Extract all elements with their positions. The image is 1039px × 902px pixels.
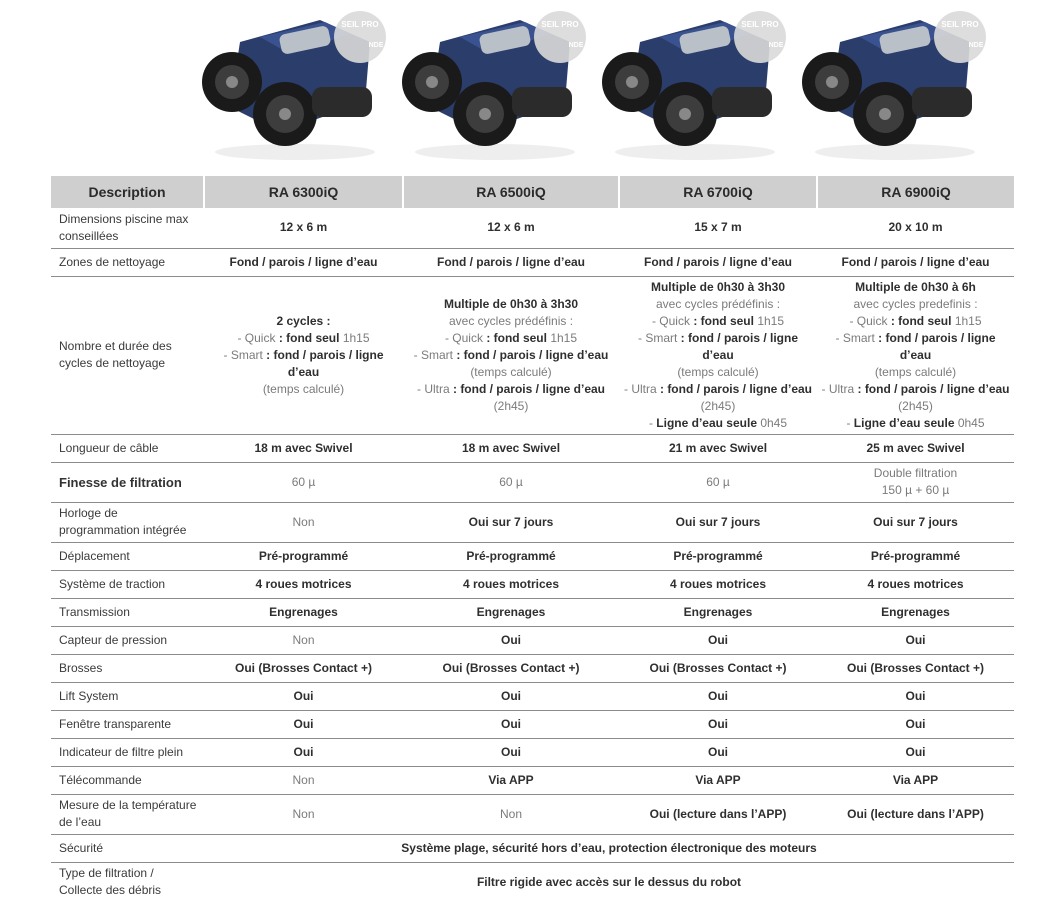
cycle-quick-time: 1h15 <box>951 313 982 328</box>
cycle-quick-time: 1h15 <box>753 313 785 328</box>
badge-text-top: SEIL PRO <box>941 20 979 29</box>
table-row <box>51 434 1014 462</box>
row-label: Déplacement <box>51 542 204 570</box>
cell-value: Oui sur 7 jours <box>817 502 1014 542</box>
cell-value: Oui <box>619 738 817 766</box>
cell-value: Pré-programmé <box>817 542 1014 570</box>
cycle-smart-desc: : fond / parois / ligne d’eau <box>266 347 384 379</box>
row-label: Zones de nettoyage <box>51 248 204 276</box>
double-filtration-value: 150 µ + 60 µ <box>881 483 950 497</box>
cell-value: 60 µ <box>204 462 403 502</box>
cell-value: Oui <box>817 682 1014 710</box>
cell-value: Engrenages <box>403 598 619 626</box>
row-label: Longueur de câble <box>51 434 204 462</box>
cycle-title: Multiple de 0h30 à 3h30 <box>650 279 786 294</box>
header-model: RA 6500iQ <box>403 176 619 208</box>
cell-value: Non <box>403 794 619 834</box>
cycle-ultra-time: (2h45) <box>898 398 933 413</box>
row-label: Lift System <box>51 682 204 710</box>
cycle-quick-desc: : fond seul <box>278 330 340 345</box>
cycle-smart-label: - Smart <box>413 347 457 362</box>
cell-value: Pré-programmé <box>403 542 619 570</box>
cycle-smart-label: - Smart <box>223 347 267 362</box>
cycle-smart-desc: : fond / parois / ligne d’eau <box>456 347 609 362</box>
table-row <box>51 738 1014 766</box>
cell-value: 21 m avec Swivel <box>619 434 817 462</box>
table-row <box>51 654 1014 682</box>
cycle-title: Multiple de 0h30 à 6h <box>855 279 976 294</box>
badge-text-top: SEIL PRO <box>341 20 379 29</box>
cycle-title: Multiple de 0h30 à 3h30 <box>443 296 579 311</box>
cell-cycles <box>204 276 403 434</box>
cell-value: Oui <box>817 710 1014 738</box>
row-label: Finesse de filtration <box>51 462 204 502</box>
cell-value: Via APP <box>403 766 619 794</box>
table-row <box>51 502 1014 542</box>
header-model: RA 6300iQ <box>204 176 403 208</box>
cycle-ultra-label: - Ultra <box>623 381 660 396</box>
cell-value: 15 x 7 m <box>619 208 817 248</box>
cycle-sub: avec cycles prédéfinis : <box>448 313 574 328</box>
row-label: Sécurité <box>51 834 204 862</box>
cell-value: Oui <box>403 738 619 766</box>
header-description: Description <box>51 176 204 208</box>
cycle-ligne-label: - <box>648 415 657 430</box>
cell-value: 4 roues motrices <box>619 570 817 598</box>
cycle-quick-label: - Quick <box>651 313 694 328</box>
header-model: RA 6900iQ <box>817 176 1014 208</box>
cycle-calc: (temps calculé) <box>677 364 759 379</box>
table-row <box>51 598 1014 626</box>
cycle-ligne-label: - <box>846 415 854 430</box>
cell-value: Engrenages <box>619 598 817 626</box>
table-row <box>51 462 1014 502</box>
cell-value: Oui sur 7 jours <box>403 502 619 542</box>
cycle-calc: (temps calculé) <box>874 364 957 379</box>
cycle-smart-desc: : fond / parois / ligne d’eau <box>680 330 798 362</box>
cell-value: Engrenages <box>204 598 403 626</box>
badge-text-bottom: NDE <box>968 42 984 49</box>
cell-value: 4 roues motrices <box>403 570 619 598</box>
cell-value: 12 x 6 m <box>204 208 403 248</box>
cell-value: Oui <box>204 710 403 738</box>
row-label: Mesure de la température de l’eau <box>51 794 204 834</box>
cycle-ultra-desc: : fond / parois / ligne d’eau <box>659 381 812 396</box>
cell-value: Oui <box>817 626 1014 654</box>
cell-value: Système plage, sécurité hors d’eau, protection électronique des moteurs <box>204 834 1014 862</box>
cycle-ligne-time: 0h45 <box>954 415 985 430</box>
cycle-calc: (temps calculé) <box>470 364 552 379</box>
badge-text-bottom: NDE <box>768 42 784 49</box>
row-label: Système de traction <box>51 570 204 598</box>
table-row <box>51 766 1014 794</box>
table-row <box>51 276 1014 434</box>
cycle-ultra-label: - Ultra <box>416 381 453 396</box>
cell-value: Non <box>204 794 403 834</box>
table-row <box>51 710 1014 738</box>
cell-cycles <box>403 276 619 434</box>
header-row <box>51 176 1014 208</box>
row-label: Nombre et durée des cycles de nettoyage <box>51 276 204 434</box>
cell-value: 18 m avec Swivel <box>403 434 619 462</box>
cycle-calc: (temps calculé) <box>262 381 345 396</box>
badge-text-top: SEIL PRO <box>741 20 779 29</box>
row-label: Capteur de pression <box>51 626 204 654</box>
cell-value: Oui (lecture dans l’APP) <box>619 794 817 834</box>
cell-value: 4 roues motrices <box>817 570 1014 598</box>
cell-value: Non <box>204 626 403 654</box>
table-row <box>51 542 1014 570</box>
cell-cycles <box>619 276 817 434</box>
cell-value: Oui <box>403 682 619 710</box>
cycle-quick-time: 1h15 <box>546 330 578 345</box>
cycle-ligne-time: 0h45 <box>757 415 788 430</box>
cell-value: 20 x 10 m <box>817 208 1014 248</box>
cell-value: Oui (Brosses Contact +) <box>817 654 1014 682</box>
row-label: Type de filtration / Collecte des débris <box>59 866 162 898</box>
cycle-quick-time: 1h15 <box>339 330 370 345</box>
row-label: Indicateur de filtre plein <box>51 738 204 766</box>
cycle-ligne-desc: Ligne d’eau seule <box>656 415 757 430</box>
cell-value: Oui (lecture dans l’APP) <box>817 794 1014 834</box>
robot-image-ra6500iq <box>400 2 590 162</box>
table-row <box>51 208 1014 248</box>
product-images <box>0 0 1039 176</box>
cell-value: Via APP <box>619 766 817 794</box>
cycle-quick-label: - Quick <box>237 330 279 345</box>
cell-value: Oui (Brosses Contact +) <box>403 654 619 682</box>
cell-value: Oui (Brosses Contact +) <box>204 654 403 682</box>
cycle-ultra-time: (2h45) <box>700 398 736 413</box>
cell-value: Oui <box>619 710 817 738</box>
cell-value <box>817 462 1014 502</box>
cell-value: Fond / parois / ligne d’eau <box>619 248 817 276</box>
cell-value: Non <box>204 766 403 794</box>
cell-value: Oui (Brosses Contact +) <box>619 654 817 682</box>
cycle-quick-label: - Quick <box>444 330 487 345</box>
cycle-ultra-desc: : fond / parois / ligne d’eau <box>452 381 605 396</box>
table-row <box>51 682 1014 710</box>
cycle-smart-label: - Smart <box>637 330 681 345</box>
cell-value: 12 x 6 m <box>403 208 619 248</box>
badge-text-top: SEIL PRO <box>541 20 579 29</box>
cell-value: Fond / parois / ligne d’eau <box>817 248 1014 276</box>
table-row <box>51 570 1014 598</box>
cycle-quick-desc: : fond seul <box>486 330 547 345</box>
badge-text-bottom: NDE <box>368 42 384 49</box>
header-model: RA 6700iQ <box>619 176 817 208</box>
cycle-title: 2 cycles : <box>276 313 331 328</box>
row-label: Télécommande <box>51 766 204 794</box>
cell-value: Fond / parois / ligne d’eau <box>403 248 619 276</box>
cell-cycles <box>817 276 1014 434</box>
cell-value: Oui <box>204 738 403 766</box>
row-label: Transmission <box>51 598 204 626</box>
row-label: Brosses <box>51 654 204 682</box>
table-row <box>51 862 1014 902</box>
table-row <box>51 794 1014 834</box>
cycle-quick-label: - Quick <box>849 313 891 328</box>
cell-value: 18 m avec Swivel <box>204 434 403 462</box>
table-row <box>51 834 1014 862</box>
table-row <box>51 626 1014 654</box>
cell-value: Oui <box>403 626 619 654</box>
cell-value: Oui sur 7 jours <box>619 502 817 542</box>
badge-text-bottom: NDE <box>568 42 584 49</box>
cycle-ultra-desc: : fond / parois / ligne d’eau <box>857 381 1010 396</box>
cycle-smart-desc: : fond / parois / ligne d’eau <box>878 330 996 362</box>
table-row <box>51 248 1014 276</box>
cell-value: Pré-programmé <box>204 542 403 570</box>
cell-value: 4 roues motrices <box>204 570 403 598</box>
cell-value: Fond / parois / ligne d’eau <box>204 248 403 276</box>
comparison-table <box>51 176 1014 902</box>
cell-value: Filtre rigide avec accès sur le dessus du robot <box>476 874 742 889</box>
robot-image-ra6900iq <box>800 2 990 162</box>
cell-value: 60 µ <box>403 462 619 502</box>
cycle-quick-desc: : fond seul <box>693 313 754 328</box>
row-label: Dimensions piscine max conseillées <box>51 208 204 248</box>
cell-value: Non <box>204 502 403 542</box>
cell-value: 25 m avec Swivel <box>817 434 1014 462</box>
cell-value: Oui <box>403 710 619 738</box>
cycle-sub: avec cycles predefinis : <box>853 296 978 311</box>
row-label: Horloge de programmation intégrée <box>51 502 204 542</box>
cell-value: Via APP <box>817 766 1014 794</box>
cycle-smart-label: - Smart <box>835 330 879 345</box>
double-filtration-label: Double filtration <box>873 466 958 480</box>
cell-value: 60 µ <box>619 462 817 502</box>
cell-value: Oui <box>619 682 817 710</box>
cycle-quick-desc: : fond seul <box>890 313 952 328</box>
cell-value: Pré-programmé <box>619 542 817 570</box>
cell-value: Oui <box>204 682 403 710</box>
cycle-ultra-time: (2h45) <box>493 398 529 413</box>
row-label: Fenêtre transparente <box>51 710 204 738</box>
cell-value: Oui <box>817 738 1014 766</box>
cell-value: Engrenages <box>817 598 1014 626</box>
cell-value: Oui <box>619 626 817 654</box>
robot-image-ra6300iq <box>200 2 390 162</box>
robot-image-ra6700iq <box>600 2 790 162</box>
cycle-sub: avec cycles prédéfinis : <box>655 296 781 311</box>
cycle-ultra-label: - Ultra <box>821 381 858 396</box>
cycle-ligne-desc: Ligne d’eau seule <box>853 415 955 430</box>
